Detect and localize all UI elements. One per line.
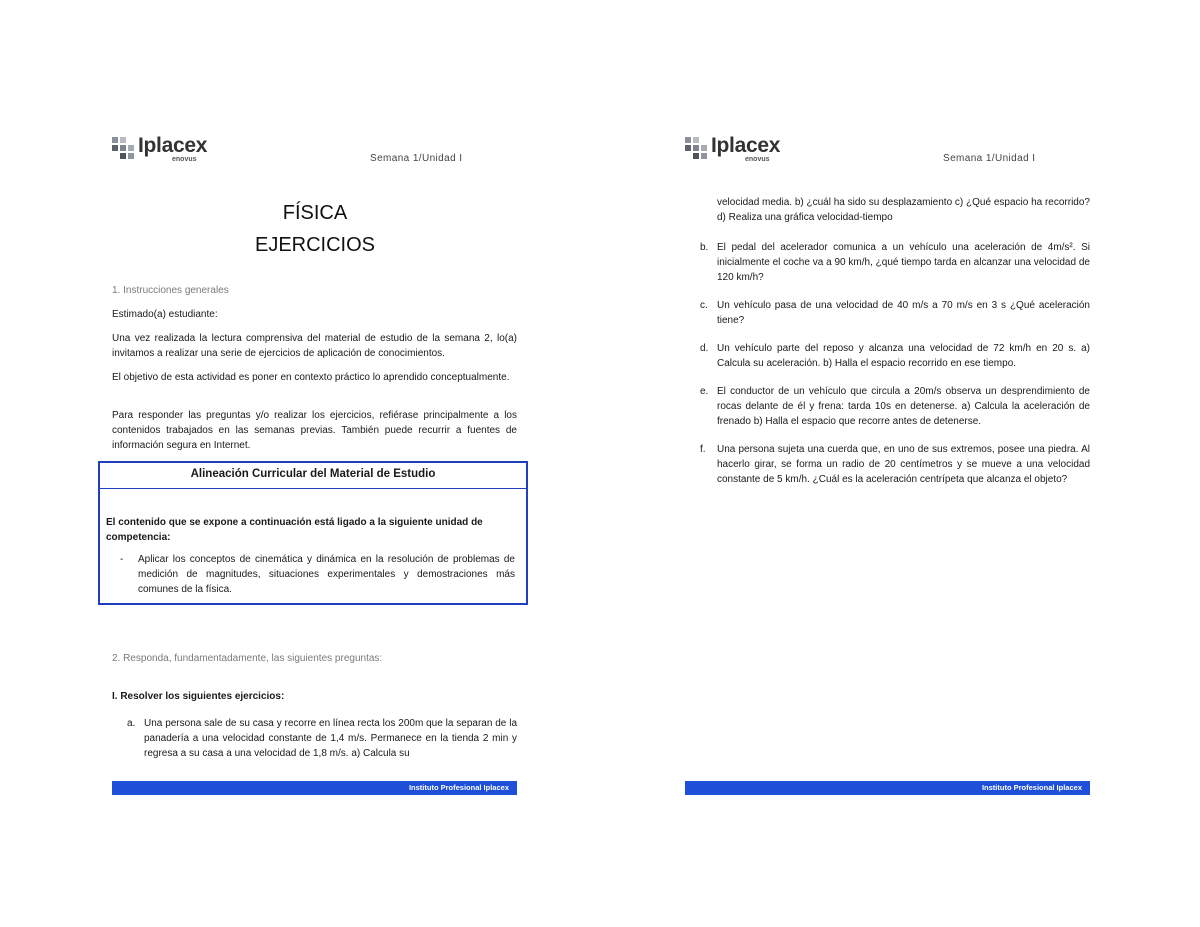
paragraph-objective: El objetivo de esta actividad es poner en contexto práctico lo aprendido conceptualmente. — [112, 372, 510, 383]
paragraph-intro: Una vez realizada la lectura comprensiva del material de estudio de la semana 2, lo(a) invitamos a realizar una serie de ejercicios de aplicación de conocimientos. — [112, 333, 517, 359]
footer-bar: Instituto Profesional Iplacex — [112, 781, 517, 795]
curriculum-intro: El contenido que se expone a continuación está ligado a la siguiente unidad de competencia: — [106, 517, 483, 543]
exercise-b-text: El pedal del acelerador comunica a un vehículo una aceleración de 4m/s². Si inicialmente el coche va a 90 km/h, ¿qué tiempo tarda en alcanzar una velocidad de 120 km/h? — [717, 242, 1090, 283]
curriculum-box-title: Alineación Curricular del Material de Estudio — [100, 463, 526, 489]
exercise-c-marker: c. — [700, 300, 708, 311]
subsection-heading: I. Resolver los siguientes ejercicios: — [112, 691, 285, 702]
document-page-2 — [600, 0, 1200, 927]
exercise-d-text: Un vehículo parte del reposo y alcanza una velocidad de 72 km/h en 20 s. a) Calcula su aceleración. b) Halla el espacio recorrido en ese tiempo. — [717, 343, 1090, 369]
iplacex-logo — [112, 135, 242, 165]
logo-subtext: enovus — [172, 156, 197, 163]
exercise-a-text: Una persona sale de su casa y recorre en línea recta los 200m que la separan de la panadería a una velocidad constante de 1,4 m/s. Permanece en la tienda 2 min y regresa a su casa a una velocidad de 1,8 m/s. a) Calcula su — [144, 718, 517, 759]
exercise-d-marker: d. — [700, 343, 709, 354]
logo-mark-icon — [112, 137, 134, 159]
page-header-week: Semana 1/Unidad I — [370, 153, 463, 164]
section-heading-instructions: 1. Instrucciones generales — [112, 285, 229, 296]
footer-bar: Instituto Profesional Iplacex — [685, 781, 1090, 795]
exercise-b-marker: b. — [700, 242, 709, 253]
exercise-c-text: Un vehículo pasa de una velocidad de 40 m/s a 70 m/s en 3 s ¿Qué aceleración tiene? — [717, 300, 1090, 326]
logo-text: Iplacex — [711, 134, 781, 157]
exercise-a-marker: a. — [127, 718, 136, 729]
exercise-e-text: El conductor de un vehículo que circula a 20m/s observa un desprendimiento de rocas delante de él y frena: tarda 10s en detenerse. a) Calcula la aceleración de frenado b) Halla el espacio que recorre antes de detenerse. — [717, 386, 1090, 427]
greeting: Estimado(a) estudiante: — [112, 309, 218, 320]
document-title: FÍSICA — [282, 202, 348, 224]
paragraph-instructions: Para responder las preguntas y/o realizar los ejercicios, refiérase principalmente a los contenidos trabajados en las semanas previas. También puede recurrir a fuentes de información segura en Internet. — [112, 410, 517, 451]
section-heading-questions: 2. Responda, fundamentadamente, las siguientes preguntas: — [112, 653, 383, 664]
exercise-e-marker: e. — [700, 386, 709, 397]
logo-text: Iplacex — [138, 134, 208, 157]
curriculum-bullet: - — [120, 554, 124, 565]
exercise-f-marker: f. — [700, 444, 706, 455]
exercise-f-text: Una persona sujeta una cuerda que, en uno de sus extremos, posee una piedra. Al hacerlo girar, se forma un radio de 20 centímetros y se mueve a una velocidad constante de 5 km/h. ¿Cuál es la aceleración centrípeta que alcanza el objeto? — [717, 444, 1090, 485]
document-subtitle: EJERCICIOS — [254, 234, 376, 256]
curriculum-competency: Aplicar los conceptos de cinemática y dinámica en la resolución de problemas de medición de magnitudes, situaciones experimentales y demostraciones más comunes de la física. — [138, 554, 515, 595]
logo-subtext: enovus — [745, 156, 770, 163]
logo-mark-icon — [685, 137, 707, 159]
page-header-week: Semana 1/Unidad I — [943, 153, 1036, 164]
exercise-a-continuation: velocidad media. b) ¿cuál ha sido su desplazamiento c) ¿Qué espacio ha recorrido? d) Realiza una gráfica velocidad-tiempo — [717, 197, 1090, 223]
iplacex-logo — [685, 135, 815, 165]
curriculum-alignment-box — [98, 461, 528, 605]
